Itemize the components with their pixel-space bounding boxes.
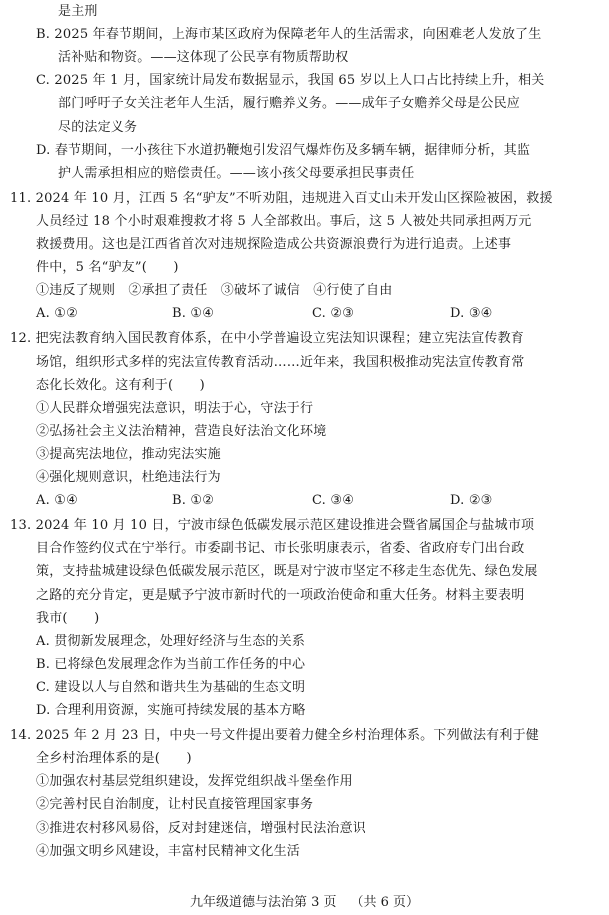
text-line: 尽的法定义务 — [58, 119, 138, 135]
footer-total: （共 6 页） — [350, 895, 420, 910]
choice-d[interactable]: D. ②③ — [450, 493, 493, 509]
question-10-option-b: B. 2025 年春节期间，上海市某区政府为保障老年人的生活需求，向困难老人发放了生 — [36, 27, 542, 43]
choice-b[interactable]: B. 已将绿色发展理念作为当前工作任务的中心 — [36, 656, 306, 672]
statement-3: ③提高宪法地位，推动宪法实施 — [36, 446, 221, 462]
question-11-stem: 11. 2024 年 10 月，江西 5 名“驴友”不听劝阻，违规进入百丈山未开发山区探险被困，救援 — [10, 190, 553, 206]
statement-1: ①加强农村基层党组织建设，发挥党组织战斗堡垒作用 — [36, 774, 353, 790]
text-line: 救援费用。这也是江西省首次对违规探险造成公共资源浪费行为进行追责。上述事 — [36, 237, 512, 252]
statement-4: ④强化规则意识，杜绝违法行为 — [36, 470, 221, 485]
choice-c[interactable]: C. ②③ — [312, 306, 355, 322]
text-line: 策，支持盐城建设绿色低碳发展示范区，既是对宁波市坚定不移走生态优先、绿色发展 — [36, 564, 538, 580]
question-10-option-c: C. 2025 年 1 月，国家统计局发布数据显示，我国 65 岁以上人口占比持续上升，相关 — [36, 73, 545, 89]
text-line: 全乡村治理体系的是( ) — [36, 751, 192, 767]
text-line: 我市( ) — [36, 610, 100, 626]
text-line: 部门呼吁子女关注老年人生活，履行赡养义务。——成年子女赡养父母是公民应 — [58, 96, 521, 112]
question-10-option-d: D. 春节期间，一小孩往下水道扔鞭炮引发沼气爆炸伤及多辆车辆，据律师分析，其监 — [36, 142, 531, 158]
choice-b[interactable]: B. ①④ — [172, 306, 215, 322]
statement-4: ④加强文明乡风建设，丰富村民精神文化生活 — [36, 843, 301, 859]
footer-subject: 九年级道德与法治第 3 页 — [189, 895, 337, 910]
choice-c[interactable]: C. 建设以人与自然和谐共生为基础的生态文明 — [36, 679, 306, 695]
question-13-stem: 13. 2024 年 10 月 10 日，宁波市绿色低碳发展示范区建设推进会暨省属国企与盐城市项 — [10, 518, 535, 534]
question-12-stem: 12. 把宪法教育纳入国民教育体系，在中小学普遍设立宪法知识课程；建立宪法宣传教育 — [10, 331, 525, 347]
choice-a[interactable]: A. ①② — [36, 306, 78, 322]
choice-d[interactable]: D. 合理利用资源，实施可持续发展的基本方略 — [36, 703, 306, 718]
text-line: 件中，5 名“驴友”( ) — [36, 260, 179, 276]
statement-2: ②完善村民自治制度，让村民直接管理国家事务 — [36, 797, 314, 813]
choice-d[interactable]: D. ③④ — [450, 306, 493, 322]
question-14-stem: 14. 2025 年 2 月 23 日，中央一号文件提出要着力健全乡村治理体系。下列做法有利于健 — [10, 728, 539, 744]
choice-a[interactable]: A. 贯彻新发展理念，处理好经济与生态的关系 — [36, 633, 306, 649]
statement-1: ①人民群众增强宪法意识，明法于心，守法于行 — [36, 400, 314, 416]
choice-c[interactable]: C. ③④ — [312, 493, 355, 509]
text-line: 护人需承担相应的赔偿责任。——该小孩父母要承担民事责任 — [58, 165, 415, 181]
text-line: 活补贴和物资。——这体现了公民享有物质帮助权 — [58, 50, 349, 66]
choice-b[interactable]: B. ①② — [172, 493, 215, 509]
page-footer — [0, 893, 609, 913]
choice-a[interactable]: A. ①④ — [36, 493, 78, 509]
statement-3: ③推进农村移风易俗，反对封建迷信，增强村民法治意识 — [36, 820, 367, 836]
text-line: 场馆，组织形式多样的宪法宣传教育活动……近年来，我国积极推动宪法宣传教育常 — [36, 354, 525, 370]
text-line: 人员经过 18 个小时艰难搜救才将 5 人全部救出。事后，这 5 人被处共同承担两万元 — [36, 213, 532, 229]
text-line: 之路的充分肯定，更是赋予宁波市新时代的一项政治使命和重大任务。材料主要表明 — [36, 587, 525, 603]
text-line: 目合作签约仪式在宁举行。市委副书记、市长张明康表示，省委、省政府专门出台政 — [36, 541, 525, 557]
text-line: 态化长效化。这有利于( ) — [36, 377, 205, 393]
text-line: 是主刑 — [58, 4, 98, 19]
question-11-statements: ①违反了规则 ②承担了责任 ③破坏了诚信 ④行使了自由 — [36, 283, 393, 299]
statement-2: ②弘扬社会主义法治精神，营造良好法治文化环境 — [36, 423, 327, 439]
